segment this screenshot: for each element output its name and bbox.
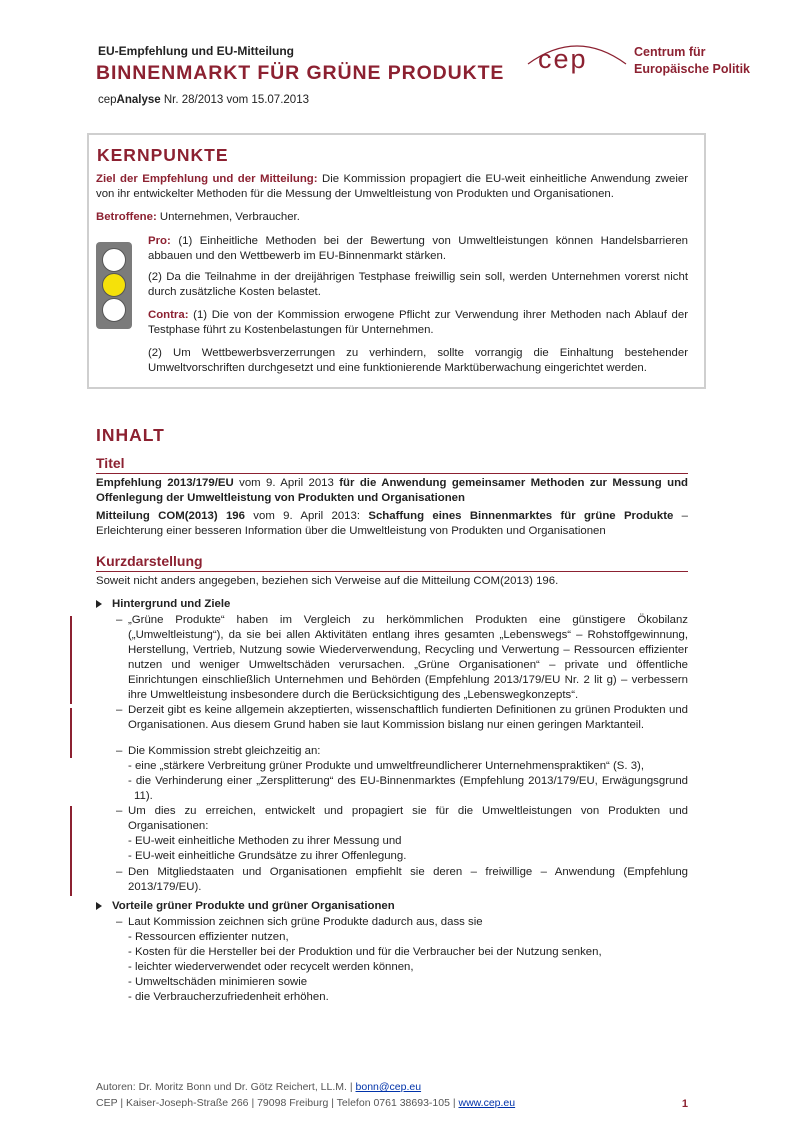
list-subitem: - Kosten für die Hersteller bei der Produktion und für die Verbraucher bei der Nutzung senken, bbox=[128, 946, 602, 958]
kernpunkte-contra-2: (2) Um Wettbewerbsverzerrungen zu verhindern, sollte vorrangig die Einhaltung bestehender Umweltvorschriften durchgesetzt und eine funktionierende Marktüberwachung eingerichtet werden. bbox=[148, 347, 688, 374]
kurzdarstellung-intro: Soweit nicht anders angegeben, beziehen sich Verweise auf die Mitteilung COM(2013) 196. bbox=[96, 575, 559, 587]
document-supertitle: EU-Empfehlung und EU-Mitteilung bbox=[98, 44, 294, 58]
traffic-light-icon bbox=[96, 242, 132, 329]
document-title: BINNENMARKT FÜR GRÜNE PRODUKTE bbox=[96, 62, 505, 84]
list-subitem: - EU-weit einheitliche Methoden zu ihrer Messung und bbox=[128, 835, 402, 847]
list-item: – Den Mitgliedstaaten und Organisationen empfiehlt sie deren – freiwillige – Anwendung (Empfehlung 2013/179/EU). bbox=[116, 866, 688, 893]
bullet-vorteile: Vorteile grüner Produkte und grüner Organisationen bbox=[96, 900, 395, 912]
page-number: 1 bbox=[681, 1098, 688, 1110]
analyse-reference: cepAnalyse Nr. 28/2013 vom 15.07.2013 bbox=[98, 94, 309, 106]
titel-empfehlung: Empfehlung 2013/179/EU vom 9. April 2013 für die Anwendung gemeinsamer Methoden zur Messung und Offenlegung der Umweltleistung von Produkten und Organisationen bbox=[96, 477, 688, 504]
bullet-hintergrund: Hintergrund und Ziele bbox=[96, 598, 230, 610]
list-subitem: - EU-weit einheitliche Grundsätze zu ihrer Offenlegung. bbox=[128, 850, 407, 862]
traffic-light-yellow-lamp bbox=[102, 273, 126, 297]
traffic-light-red-lamp bbox=[102, 248, 126, 272]
list-subitem: - eine „stärkere Verbreitung grüner Produkte und umweltfreundlicherer Unternehmenspraktiken“ (S. 3), bbox=[128, 760, 644, 772]
kernpunkte-contra-1: Contra: (1) Die von der Kommission erwogene Pflicht zur Verwendung ihrer Methoden nach Ablauf der Testphase führt zu Kostenbelastungen für Unternehmen. bbox=[148, 309, 688, 336]
inhalt-title: INHALT bbox=[96, 425, 165, 445]
website-link[interactable]: www.cep.eu bbox=[458, 1097, 516, 1109]
titel-mitteilung: Mitteilung COM(2013) 196 vom 9. April 2013: Schaffung eines Binnenmarktes für grüne Produkte – Erleichterung einer besseren Information über die Umweltleistung von Produkten und Organisationen bbox=[96, 510, 688, 537]
list-subitem: - die Verhinderung einer „Zersplitterung“ des EU-Binnenmarktes (Empfehlung 2013/179/EU, Erwägungsgrund 11). bbox=[128, 775, 688, 802]
kernpunkte-betroffene: Betroffene: Unternehmen, Verbraucher. bbox=[96, 211, 300, 223]
footer-authors: Autoren: Dr. Moritz Bonn und Dr. Götz Reichert, LL.M. | bonn@cep.eu bbox=[96, 1081, 422, 1093]
cep-logo-name: Centrum für Europäische Politik bbox=[634, 45, 751, 76]
kernpunkte-ziel: Ziel der Empfehlung und der Mitteilung: Die Kommission propagiert die EU-weit einheitliche Anwendung zweier von ihr entwickelter Methoden für die Messung der Umweltleistung von Produkten und Organisationen. bbox=[96, 173, 688, 200]
list-subitem: - Umweltschäden minimieren sowie bbox=[128, 976, 308, 988]
margin-mark bbox=[70, 616, 72, 704]
kurzdarstellung-heading: Kurzdarstellung bbox=[96, 553, 203, 569]
list-item: – Derzeit gibt es keine allgemein akzeptierten, wissenschaftlich fundierten Definitionen zu grünen Produkten und Organisationen. Aus diesem Grund haben sie laut Kommission bislang nur einen geringen Marktanteil. bbox=[116, 704, 688, 731]
list-subitem: - leichter wiederverwendet oder recycelt werden können, bbox=[128, 961, 414, 973]
titel-rule bbox=[96, 473, 688, 474]
list-subitem: - Ressourcen effizienter nutzen, bbox=[128, 931, 289, 943]
footer-address: CEP | Kaiser-Joseph-Straße 266 | 79098 Freiburg | Telefon 0761 38693-105 | www.cep.eu bbox=[96, 1097, 516, 1109]
list-item: – Die Kommission strebt gleichzeitig an: bbox=[116, 745, 321, 757]
kernpunkte-title: KERNPUNKTE bbox=[97, 145, 229, 165]
cep-logo: cep bbox=[538, 44, 588, 74]
list-subitem: - die Verbraucherzufriedenheit erhöhen. bbox=[128, 991, 329, 1003]
margin-mark bbox=[70, 806, 72, 896]
margin-mark bbox=[70, 708, 72, 758]
list-item: – „Grüne Produkte“ haben im Vergleich zu herkömmlichen Produkten eine günstigere Ökobilanz („Umweltleistung“), da sie bei allen Aktivitäten entlang ihres gesamten „Lebenswegs“ – Rohstoffgewinnung, Herstellung, Vertrieb, Nutzung sowie Wiederverwendung, Recycling und Verwertung – Ressourcen effizienter nutzen und weniger Umweltschäden verursachen. „Grüne Organisationen“ – private und öffentliche Einrichtungen einschließlich Unternehmen und Behörden (Empfehlung 2013/179/EU Nr. 2 lit g) – verbessern ihre Umweltleistung insbesondere durch die Berücksichtigung des „Lebenswegkonzepts“. bbox=[116, 614, 688, 701]
traffic-light-green-lamp bbox=[102, 298, 126, 322]
triangle-bullet-icon bbox=[96, 600, 102, 608]
list-item: – Um dies zu erreichen, entwickelt und propagiert sie für die Umweltleistungen von Produkten und Organisationen: bbox=[116, 805, 688, 832]
list-item: – Laut Kommission zeichnen sich grüne Produkte dadurch aus, dass sie bbox=[116, 916, 483, 928]
triangle-bullet-icon bbox=[96, 902, 102, 910]
kernpunkte-pro-2: (2) Da die Teilnahme in der dreijährigen Testphase freiwillig sein soll, werden Unternehmen vorerst nicht durch zusätzliche Kosten belastet. bbox=[148, 271, 688, 298]
kurzdarstellung-rule bbox=[96, 571, 688, 572]
titel-heading: Titel bbox=[96, 455, 125, 471]
kernpunkte-pro-1: Pro: (1) Einheitliche Methoden bei der Bewertung von Umweltleistungen können Handelsbarrieren abbauen und den Wettbewerb im EU-Binnenmarkt stärken. bbox=[148, 235, 688, 262]
email-link[interactable]: bonn@cep.eu bbox=[355, 1081, 422, 1093]
